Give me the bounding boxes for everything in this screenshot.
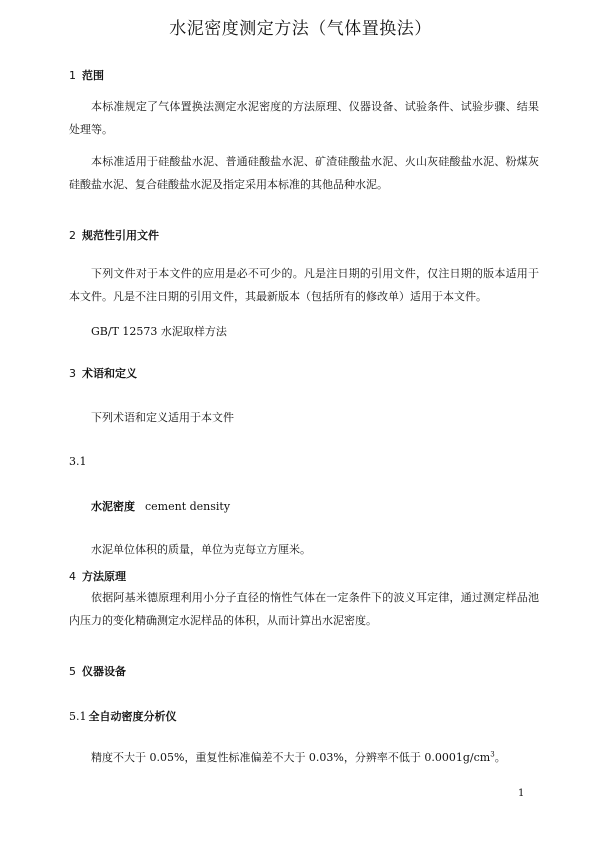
section-3-paragraph-1: 下列术语和定义适用于本文件 (91, 411, 234, 424)
document-title: 水泥密度测定方法（气体置换法） (169, 19, 432, 39)
term-definition: 水泥单位体积的质量，单位为克每立方厘米。 (91, 543, 311, 556)
section-5-number: 5 (69, 665, 76, 678)
section-4-paragraph-1: 依据阿基米德原理利用小分子直径的惰性气体在一定条件下的波义耳定律，通过测定样品池内压力的变化精确测定水泥样品的体积，从而计算出水泥密度。 (69, 591, 539, 627)
instrument-spec-text: 精度不大于 0.05%，重复性标准偏差不大于 0.03%，分辨率不低于 0.0001g/cm (91, 751, 491, 764)
section-2-title: 规范性引用文件 (82, 229, 159, 242)
section-3-heading (69, 365, 137, 381)
section-4-heading (69, 568, 126, 584)
term-chinese: 水泥密度 (91, 500, 135, 513)
normative-reference: GB/T 12573 水泥取样方法 (91, 325, 227, 338)
section-1-paragraph-2: 本标准适用于硅酸盐水泥、普通硅酸盐水泥、矿渣硅酸盐水泥、火山灰硅酸盐水泥、粉煤灰硅酸盐水泥、复合硅酸盐水泥及指定采用本标准的其他品种水泥。 (69, 155, 539, 191)
subsection-5-1-title: 全自动密度分析仪 (88, 710, 177, 723)
section-3-number: 3 (69, 367, 76, 380)
section-5-title: 仪器设备 (82, 665, 126, 678)
instrument-spec-superscript: 3 (490, 750, 495, 759)
section-5-heading (69, 663, 126, 679)
section-1-number: 1 (69, 69, 76, 82)
instrument-spec-end: 。 (494, 751, 506, 764)
section-1-paragraph-1: 本标准规定了气体置换法测定水泥密度的方法原理、仪器设备、试验条件、试验步骤、结果处理等。 (69, 100, 539, 136)
instrument-spec (91, 749, 506, 765)
section-1-title: 范围 (82, 69, 104, 82)
section-2-number: 2 (69, 229, 76, 242)
section-3-title: 术语和定义 (82, 367, 137, 380)
section-2-paragraph-1: 下列文件对于本文件的应用是必不可少的。凡是注日期的引用文件，仅注日期的版本适用于本文件。凡是不注日期的引用文件，其最新版本（包括所有的修改单）适用于本文件。 (69, 267, 539, 303)
section-2-heading (69, 227, 159, 243)
section-4-title: 方法原理 (82, 570, 126, 583)
section-1-heading (69, 67, 104, 83)
subsection-5-1-number: 5.1 (69, 710, 87, 723)
subsection-3-1-number: 3.1 (69, 455, 87, 468)
page-number: 1 (518, 788, 525, 799)
subsection-5-1-heading (69, 708, 177, 724)
term-entry (91, 498, 230, 514)
term-english: cement density (145, 500, 231, 513)
section-4-number: 4 (69, 570, 76, 583)
